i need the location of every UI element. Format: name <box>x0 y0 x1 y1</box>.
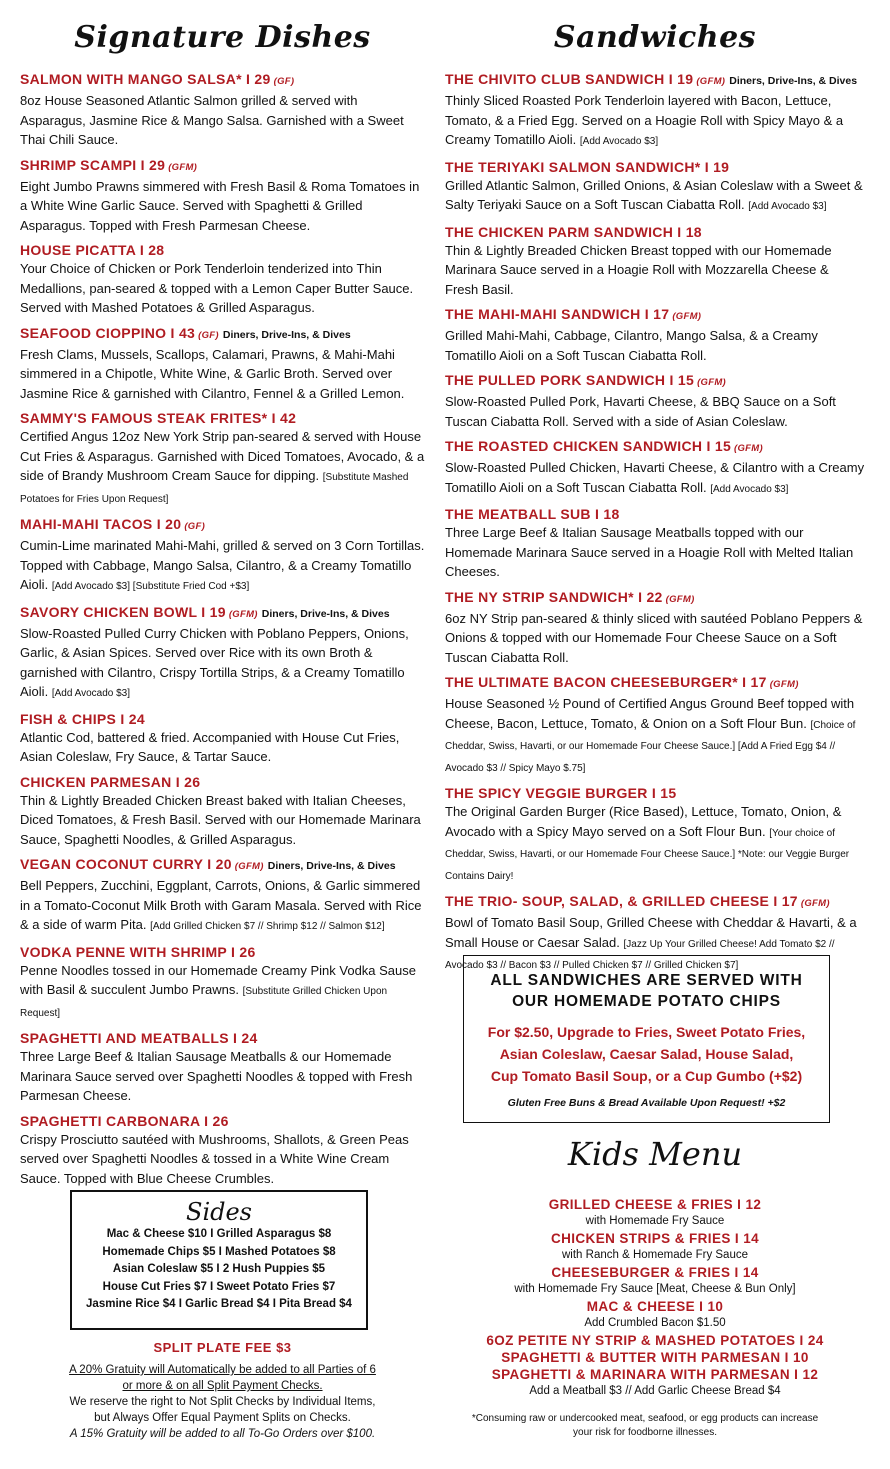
item-desc: 8oz House Seasoned Atlantic Salmon grilled & served with Asparagus, Jasmine Rice & Mango Salsa. Garnished with a Sweet Thai Chili Sauce. <box>20 93 404 147</box>
chips-upgrade-line: For $2.50, Upgrade to Fries, Sweet Potato Fries, <box>487 1024 806 1040</box>
item-title: THE PULLED PORK SANDWICH I 15 <box>445 372 695 388</box>
menu-item-description <box>445 802 865 886</box>
diet-tag: (GFM) <box>228 608 258 620</box>
sandwiches-title: Sandwiches <box>553 20 757 55</box>
item-title: CHICKEN PARMESAN I 26 <box>20 773 201 790</box>
kids-item-name: MAC & CHEESE I 10 <box>586 1299 724 1314</box>
item-desc: Penne Noodles tossed in our Homemade Creamy Pink Vodka Sause with Basil & succulent Jumbo Prawns. <box>20 962 416 997</box>
menu-item-description <box>20 427 425 509</box>
menu-item-name <box>20 943 425 961</box>
menu-item-description <box>445 176 865 217</box>
item-desc: Three Large Beef & Italian Sausage Meatballs topped with our Homemade Marinara Sauce served in a Hoagie Roll with Melted Italian Cheeses. <box>445 525 854 579</box>
menu-item <box>445 158 865 217</box>
menu-item <box>445 371 865 431</box>
menu-item <box>445 588 865 668</box>
menu-item-name <box>445 305 865 326</box>
item-desc: Slow-Roasted Pulled Chicken, Havarti Cheese, & Cilantro with a Creamy Tomatillo Aioli on a Soft Tuscan Ciabatta Roll. <box>445 460 865 495</box>
item-desc: Eight Jumbo Prawns simmered with Fresh Basil & Roma Tomatoes in a White Wine Garlic Sauce. Served with Spaghetti & Grilled Asparagus. Topped with Fresh Parmesan Cheese. <box>20 178 420 233</box>
menu-item-name <box>20 515 425 536</box>
menu-item <box>20 943 425 1024</box>
menu-item-description <box>20 876 425 937</box>
menu-item-description <box>20 961 425 1024</box>
item-title: SPAGHETTI CARBONARA I 26 <box>20 1112 229 1129</box>
ddd-badge: Diners, Drive-Ins, & Dives <box>729 75 858 87</box>
chips-upgrade-line: Cup Tomato Basil Soup, or a Cup Gumbo (+$2) <box>490 1068 803 1084</box>
item-desc: Thinly Sliced Roasted Pork Tenderloin layered with Bacon, Lettuce, Tomato, & a Fried Egg. Served on a Hoagie Roll with Spicy Mayo & a Creamy Tomatillo Aioli. <box>445 93 844 147</box>
diet-tag: (GFM) <box>800 898 830 909</box>
item-note: [Your choice of Cheddar, Swiss, Havarti, or our Homemade Four Cheese Sauce.] *Note: our Veggie Burger Contains Dairy! <box>445 827 850 882</box>
menu-item-name <box>445 505 865 523</box>
menu-item-description <box>445 392 865 431</box>
menu-item-description <box>445 694 865 778</box>
sides-line: Homemade Chips $5 I Mashed Potatoes $8 <box>102 1245 336 1258</box>
menu-item-name <box>20 70 425 91</box>
kids-item-name: 6OZ PETITE NY STRIP & MASHED POTATOES I 24 <box>486 1333 824 1348</box>
gratuity-line: or more & on all Split Payment Checks. <box>122 1380 323 1392</box>
item-title: MAHI-MAHI TACOS I 20 <box>20 516 182 532</box>
item-desc: Slow-Roasted Pulled Curry Chicken with Poblano Peppers, Onions, Garlic, & Asian Spices. Served over Rice with its own Broth & garnished with Cilantro, Crispy Tortilla Strips, & a Creamy Tomatillo Aioli. <box>20 625 409 699</box>
menu-item-name <box>20 1029 425 1047</box>
menu-item-name <box>445 437 865 458</box>
item-title: SHRIMP SCAMPI I 29 <box>20 156 166 173</box>
item-desc: Grilled Mahi-Mahi, Cabbage, Cilantro, Mango Salsa, & a Creamy Tomatillo Aioli on a Soft Tuscan Ciabatta Roll. <box>445 328 818 363</box>
item-title: HOUSE PICATTA I 28 <box>20 242 165 258</box>
item-desc: Crispy Prosciutto sautéed with Mushrooms, Shallots, & Green Peas served over Spaghetti Noodles & tossed in a White Wine Cream Sauce. Topped with Blue Cheese Crumbles. <box>20 1131 409 1186</box>
diet-tag: (GF) <box>184 521 206 532</box>
kids-item-name: GRILLED CHEESE & FRIES I 12 <box>548 1197 762 1212</box>
diet-tag: (GFM) <box>672 311 702 322</box>
sides-line: Mac & Cheese $10 I Grilled Asparagus $8 <box>106 1228 332 1240</box>
menu-item-name <box>20 773 425 791</box>
menu-item-description <box>20 728 425 767</box>
menu-item-name <box>20 710 425 728</box>
item-title: THE NY STRIP SANDWICH* I 22 <box>445 588 663 605</box>
item-note: [Choice of Cheddar, Swiss, Havarti, or our Homemade Four Cheese Sauce.] [Add A Fried Egg $4 // Avocado $3 // Spicy Mayo $.75] <box>445 719 856 774</box>
item-note: [Add Avocado $3] <box>748 201 827 212</box>
menu-item-description <box>445 458 865 499</box>
item-desc: The Original Garden Burger (Rice Based), Lettuce, Tomato, Onion, & Avocado with a Spicy Mayo served on a Soft Flour Bun. <box>445 804 842 839</box>
item-title: THE CHICKEN PARM SANDWICH I 18 <box>445 223 702 240</box>
menu-item-description <box>20 791 425 850</box>
item-note: [Add Avocado $3] <box>710 483 789 495</box>
diet-tag: (GFM) <box>696 76 726 87</box>
menu-item <box>445 673 865 778</box>
menu-item-name <box>445 158 865 176</box>
ddd-badge: Diners, Drive-Ins, & Dives <box>261 607 390 620</box>
kids-item-detail: with Homemade Fry Sauce [Meat, Cheese & Bun Only] <box>514 1283 796 1295</box>
menu-item <box>20 855 425 937</box>
menu-item <box>20 773 425 850</box>
item-title: SALMON WITH MANGO SALSA* I 29 <box>20 71 271 87</box>
kids-menu-title: Kids Menu <box>567 1135 743 1173</box>
kids-item-name: SPAGHETTI & MARINARA WITH PARMESAN I 12 <box>491 1367 819 1382</box>
menu-item <box>20 409 425 509</box>
menu-item-description <box>445 326 865 365</box>
gratuity-line: A 15% Gratuity will be added to all To-Go Orders over $100. <box>69 1428 376 1440</box>
item-note: [Add Avocado $3] [Substitute Fried Cod +$3] <box>51 581 250 592</box>
kids-item-name: CHEESEBURGER & FRIES I 14 <box>551 1265 759 1280</box>
item-title: SPAGHETTI AND MEATBALLS I 24 <box>20 1030 258 1046</box>
sides-title: Sides <box>186 1198 252 1226</box>
diet-tag: (GFM) <box>734 443 763 454</box>
menu-item-description <box>445 609 865 668</box>
diet-tag: (GFM) <box>234 861 264 872</box>
menu-item <box>445 784 865 886</box>
menu-item <box>20 324 425 404</box>
item-desc: House Seasoned ½ Pound of Certified Angus Ground Beef topped with Cheese, Bacon, Lettuce, Tomato, & Onion on a Soft Flour Bun. <box>445 696 855 731</box>
signature-dishes-list <box>20 70 425 1194</box>
menu-item-name <box>445 673 865 694</box>
menu-item <box>445 305 865 365</box>
item-title: THE ULTIMATE BACON CHEESEBURGER* I 17 <box>445 674 767 690</box>
sides-line: House Cut Fries $7 I Sweet Potato Fries $7 <box>102 1280 336 1293</box>
item-note: [Substitute Mashed Potatoes for Fries Upon Request] <box>20 472 409 505</box>
item-title: VEGAN COCONUT CURRY I 20 <box>20 856 232 872</box>
kids-item-detail: Add a Meatball $3 // Add Garlic Cheese Bread $4 <box>529 1385 781 1397</box>
menu-item-name <box>445 588 865 609</box>
gluten-free-note: Gluten Free Buns & Bread Available Upon Request! +$2 <box>507 1097 786 1109</box>
item-note: [Add Avocado $3] <box>579 136 659 147</box>
menu-item-name <box>445 70 865 91</box>
menu-item <box>20 1029 425 1106</box>
menu-item-description <box>20 536 425 597</box>
item-title: THE MAHI-MAHI SANDWICH I 17 <box>445 306 670 322</box>
chips-heading-line: ALL SANDWICHES ARE SERVED WITH <box>490 972 803 989</box>
item-desc: Three Large Beef & Italian Sausage Meatballs & our Homemade Marinara Sauce served over Spaghetti Noodles & topped with Fresh Parmesan Cheese. <box>20 1049 413 1103</box>
menu-item-name <box>20 603 425 624</box>
item-desc: Your Choice of Chicken or Pork Tenderloin tenderized into Thin Medallions, pan-seared & topped with a Lemon Caper Butter Sauce. Served with Mashed Potatoes & Grilled Asparagus. <box>20 261 414 315</box>
item-desc: Bowl of Tomato Basil Soup, Grilled Cheese with Cheddar & Havarti, & a Small House or Caesar Salad. <box>445 915 857 950</box>
item-title: SAMMY'S FAMOUS STEAK FRITES* I 42 <box>20 410 297 426</box>
diet-tag: (GF) <box>273 76 295 87</box>
item-desc: Atlantic Cod, battered & fried. Accompanied with House Cut Fries, Asian Coleslaw, Fry Sauce, & Tartar Sauce. <box>20 729 400 764</box>
menu-item-name <box>20 156 425 177</box>
chips-heading-line: OUR HOMEMADE POTATO CHIPS <box>512 993 781 1010</box>
menu-item-description <box>20 1130 425 1189</box>
sides-line: Jasmine Rice $4 I Garlic Bread $4 I Pita Bread $4 <box>86 1298 352 1310</box>
item-title: THE TRIO- SOUP, SALAD, & GRILLED CHEESE I 17 <box>445 893 798 909</box>
diet-tag: (GF) <box>198 329 219 341</box>
menu-item-name <box>20 409 425 427</box>
gratuity-notice <box>20 1362 425 1442</box>
item-desc: Slow-Roasted Pulled Pork, Havarti Cheese, & BBQ Sauce on a Soft Tuscan Ciabatta Roll. Served with a side of Asian Coleslaw. <box>445 394 836 429</box>
item-desc: 6oz NY Strip pan-seared & thinly sliced with sautéed Poblano Peppers & Onions & topped with our Homemade Four Cheese Sauce on a Soft Tuscan Ciabatta Roll. <box>445 610 863 665</box>
item-desc: Thin & Lightly Breaded Chicken Breast baked with Italian Cheeses, Diced Tomatoes, & Fresh Basil. Served with our Homemade Marinara Sauce, Spaghetti Noodles, & Grilled Asparagus. <box>20 792 421 847</box>
menu-item-name <box>445 371 865 392</box>
menu-item-name <box>20 324 425 345</box>
menu-item <box>20 1112 425 1189</box>
menu-item-description <box>20 624 425 704</box>
menu-item <box>445 223 865 300</box>
item-title: VODKA PENNE WITH SHRIMP I 26 <box>20 943 256 960</box>
sides-box <box>70 1190 368 1330</box>
ddd-badge: Diners, Drive-Ins, & Dives <box>222 328 351 341</box>
menu-item-description <box>20 259 425 318</box>
menu-item-description <box>445 91 865 152</box>
ddd-badge: Diners, Drive-Ins, & Dives <box>267 860 396 872</box>
menu-item-name <box>445 223 865 241</box>
item-desc: Cumin-Lime marinated Mahi-Mahi, grilled & served on 3 Corn Tortillas. Topped with Cabbage, Mango Salsa, Cilantro, & a Creamy Tomatillo Aioli. <box>20 538 425 592</box>
menu-item-description <box>445 523 865 582</box>
menu-item <box>20 603 425 704</box>
kids-item-detail: with Homemade Fry Sauce <box>585 1215 725 1227</box>
item-desc: Bell Peppers, Zucchini, Eggplant, Carrots, Onions, & Garlic simmered in a Tomato-Coconut Milk Broth with Garam Masala. Served with Rice & a side of warm Pita. <box>20 878 422 932</box>
item-desc: Certified Angus 12oz New York Strip pan-seared & served with House Cut Fries & Asparagus. Garnished with Diced Tomatoes, Avocado, & a side of Brandy Mushroom Cream Sauce for dipping. <box>20 429 425 483</box>
item-note: [Add Grilled Chicken $7 // Shrimp $12 // Salmon $12] <box>150 921 385 932</box>
menu-item <box>20 241 425 318</box>
item-title: THE CHIVITO CLUB SANDWICH I 19 <box>445 71 694 87</box>
gratuity-line: but Always Offer Equal Payment Splits on Checks. <box>94 1412 351 1424</box>
item-title: THE TERIYAKI SALMON SANDWICH* I 19 <box>445 158 730 175</box>
item-title: THE ROASTED CHICKEN SANDWICH I 15 <box>445 438 732 454</box>
item-note: [Jazz Up Your Grilled Cheese! Add Tomato $2 // Avocado $3 // Bacon $3 // Pulled Chicken $7 // Grilled Chicken $7] <box>445 938 835 971</box>
item-desc: Thin & Lightly Breaded Chicken Breast topped with our Homemade Marinara Sauce served in a Hoagie Roll with Mozzarella Cheese & Fresh Basil. <box>445 242 832 297</box>
split-plate-fee: SPLIT PLATE FEE $3 <box>153 1340 292 1355</box>
menu-item <box>20 710 425 767</box>
menu-item-name <box>20 241 425 259</box>
menu-item-name <box>445 892 865 913</box>
item-title: SEAFOOD CIOPPINO I 43 <box>20 324 196 341</box>
menu-item-description <box>20 177 425 236</box>
item-desc: Grilled Atlantic Salmon, Grilled Onions, & Asian Coleslaw with a Sweet & Salty Teriyaki Sauce on a Soft Tuscan Ciabatta Roll. <box>445 177 863 212</box>
menu-item <box>445 505 865 582</box>
item-note: [Add Avocado $3] <box>51 688 131 699</box>
sides-line: Asian Coleslaw $5 I 2 Hush Puppies $5 <box>112 1263 326 1275</box>
item-title: SAVORY CHICKEN BOWL I 19 <box>20 603 226 620</box>
menu-item <box>445 70 865 152</box>
diet-tag: (GFM) <box>665 593 695 605</box>
chips-info-box <box>463 955 830 1123</box>
sandwiches-list <box>445 70 865 982</box>
diet-tag: (GFM) <box>697 377 726 388</box>
menu-item-name <box>445 784 865 802</box>
food-safety-disclaimer: *Consuming raw or undercooked meat, seafood, or egg products can increase your risk for foodborne illnesses. <box>471 1413 819 1438</box>
chips-heading <box>464 970 829 1012</box>
chips-upgrade-text <box>464 1021 829 1087</box>
kids-item-detail: Add Crumbled Bacon $1.50 <box>584 1317 726 1329</box>
gratuity-line: A 20% Gratuity will Automatically be added to all Parties of 6 <box>69 1364 376 1376</box>
chips-upgrade-line: Asian Coleslaw, Caesar Salad, House Salad, <box>499 1046 794 1062</box>
item-title: THE SPICY VEGGIE BURGER I 15 <box>445 785 677 801</box>
menu-item-description <box>20 345 425 404</box>
menu-item-name <box>20 1112 425 1130</box>
signature-dishes-title: Signature Dishes <box>74 20 371 55</box>
menu-item-description <box>20 91 425 150</box>
item-note: [Substitute Grilled Chicken Upon Request] <box>20 986 388 1019</box>
kids-menu-list <box>445 1196 865 1400</box>
item-title: FISH & CHIPS I 24 <box>20 710 145 727</box>
kids-item-name: SPAGHETTI & BUTTER WITH PARMESAN I 10 <box>501 1350 809 1365</box>
menu-item-name <box>20 855 425 876</box>
gratuity-line: We reserve the right to Not Split Checks by Individual Items, <box>69 1396 376 1408</box>
menu-item <box>20 515 425 597</box>
kids-item-name: CHICKEN STRIPS & FRIES I 14 <box>550 1231 760 1246</box>
menu-item <box>20 156 425 236</box>
menu-item-description <box>20 1047 425 1106</box>
item-desc: Fresh Clams, Mussels, Scallops, Calamari, Prawns, & Mahi-Mahi simmered in a Chipotle, White Wine, & Garlic Broth. Served over Jasmine Rice & garnished with Cilantro, Fennel & a Grilled Lemon. <box>20 346 405 401</box>
menu-item <box>20 70 425 150</box>
item-title: THE MEATBALL SUB I 18 <box>445 506 620 522</box>
diet-tag: (GFM) <box>769 679 799 690</box>
menu-item-description <box>445 241 865 300</box>
kids-item-detail: with Ranch & Homemade Fry Sauce <box>562 1249 748 1261</box>
menu-item <box>445 437 865 499</box>
diet-tag: (GFM) <box>168 161 198 173</box>
